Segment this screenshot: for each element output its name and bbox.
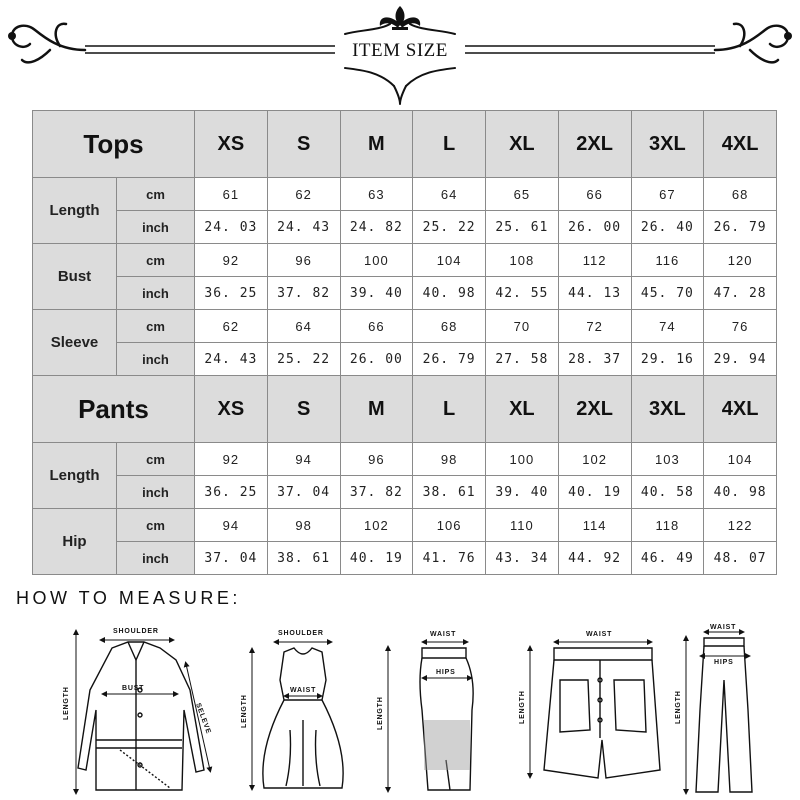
- table-cell: 48. 07: [704, 542, 777, 575]
- table-cell: 43. 34: [486, 542, 559, 575]
- label-bust: BUST: [122, 685, 145, 692]
- table-cell: 40. 58: [631, 476, 704, 509]
- table-cell: 26. 40: [631, 211, 704, 244]
- table-cell: 65: [486, 178, 559, 211]
- unit-label: cm: [117, 509, 195, 542]
- table-row: [33, 542, 777, 575]
- table-cell: 40. 98: [704, 476, 777, 509]
- measure-label: Length: [33, 178, 117, 244]
- table-row: [33, 476, 777, 509]
- unit-label: cm: [117, 178, 195, 211]
- label-sleeve: SELEVE: [194, 702, 212, 736]
- table-cell: 68: [704, 178, 777, 211]
- unit-label: inch: [117, 476, 195, 509]
- table-cell: 26. 79: [413, 343, 486, 376]
- table-cell: 24. 43: [195, 343, 268, 376]
- measurement-diagrams: [0, 620, 800, 800]
- label-waist: WAIST: [586, 631, 613, 638]
- table-cell: 28. 37: [558, 343, 631, 376]
- tops-title: Tops: [33, 111, 195, 178]
- table-cell: 40. 19: [340, 542, 413, 575]
- label-length: LENGTH: [377, 696, 384, 730]
- table-cell: 25. 22: [413, 211, 486, 244]
- size-header: M: [340, 376, 413, 443]
- unit-label: inch: [117, 277, 195, 310]
- table-cell: 26. 79: [704, 211, 777, 244]
- table-cell: 39. 40: [486, 476, 559, 509]
- size-header: XL: [486, 376, 559, 443]
- label-hips: HIPS: [714, 659, 734, 666]
- table-cell: 68: [413, 310, 486, 343]
- table-cell: 24. 82: [340, 211, 413, 244]
- table-cell: 38. 61: [413, 476, 486, 509]
- table-cell: 102: [340, 509, 413, 542]
- size-header: S: [267, 111, 340, 178]
- size-header: S: [267, 376, 340, 443]
- table-cell: 44. 92: [558, 542, 631, 575]
- size-header: 4XL: [704, 376, 777, 443]
- table-cell: 26. 00: [340, 343, 413, 376]
- item-size-title: ITEM SIZE: [352, 40, 448, 61]
- unit-label: cm: [117, 244, 195, 277]
- table-cell: 74: [631, 310, 704, 343]
- table-cell: 44. 13: [558, 277, 631, 310]
- table-cell: 106: [413, 509, 486, 542]
- table-cell: 24. 03: [195, 211, 268, 244]
- table-row: [33, 244, 777, 277]
- table-cell: 36. 25: [195, 277, 268, 310]
- size-header: 3XL: [631, 111, 704, 178]
- shorts-diagram-icon: [544, 648, 660, 778]
- table-row: [33, 310, 777, 343]
- table-cell: 112: [558, 244, 631, 277]
- pants-title: Pants: [33, 376, 195, 443]
- table-cell: 38. 61: [267, 542, 340, 575]
- table-cell: 66: [558, 178, 631, 211]
- size-header: 4XL: [704, 111, 777, 178]
- table-cell: 63: [340, 178, 413, 211]
- table-cell: 110: [486, 509, 559, 542]
- jacket-diagram-icon: [78, 642, 204, 790]
- measure-label: Sleeve: [33, 310, 117, 376]
- table-cell: 116: [631, 244, 704, 277]
- table-cell: 70: [486, 310, 559, 343]
- tops-header-row: [33, 111, 777, 178]
- table-cell: 72: [558, 310, 631, 343]
- table-cell: 47. 28: [704, 277, 777, 310]
- left-scroll-icon: [12, 24, 85, 63]
- table-cell: 62: [267, 178, 340, 211]
- table-cell: 37. 04: [195, 542, 268, 575]
- table-cell: 108: [486, 244, 559, 277]
- table-cell: 62: [195, 310, 268, 343]
- table-cell: 100: [486, 443, 559, 476]
- table-cell: 96: [267, 244, 340, 277]
- label-shoulder: SHOULDER: [113, 628, 159, 635]
- table-cell: 64: [413, 178, 486, 211]
- dress-diagram-icon: [263, 648, 343, 788]
- table-cell: 104: [413, 244, 486, 277]
- label-waist: WAIST: [710, 624, 737, 631]
- table-cell: 96: [340, 443, 413, 476]
- measure-label: Bust: [33, 244, 117, 310]
- table-cell: 36. 25: [195, 476, 268, 509]
- table-cell: 66: [340, 310, 413, 343]
- table-cell: 76: [704, 310, 777, 343]
- table-cell: 120: [704, 244, 777, 277]
- table-cell: 94: [267, 443, 340, 476]
- size-header: 2XL: [558, 376, 631, 443]
- unit-label: inch: [117, 343, 195, 376]
- unit-label: cm: [117, 310, 195, 343]
- label-length: LENGTH: [241, 694, 248, 728]
- size-header: XS: [195, 111, 268, 178]
- table-row: [33, 277, 777, 310]
- table-cell: 64: [267, 310, 340, 343]
- table-cell: 118: [631, 509, 704, 542]
- unit-label: inch: [117, 542, 195, 575]
- label-length: LENGTH: [675, 690, 682, 724]
- size-header: 3XL: [631, 376, 704, 443]
- table-cell: 29. 16: [631, 343, 704, 376]
- size-chart-table: [32, 110, 777, 575]
- table-cell: 24. 43: [267, 211, 340, 244]
- table-cell: 40. 98: [413, 277, 486, 310]
- size-header: L: [413, 376, 486, 443]
- size-header: 2XL: [558, 111, 631, 178]
- label-waist: WAIST: [290, 687, 317, 694]
- table-row: [33, 443, 777, 476]
- how-to-measure-title: HOW TO MEASURE:: [16, 588, 241, 608]
- label-shoulder: SHOULDER: [278, 630, 324, 637]
- size-header: M: [340, 111, 413, 178]
- label-length: LENGTH: [519, 690, 526, 724]
- table-cell: 37. 82: [267, 277, 340, 310]
- table-cell: 40. 19: [558, 476, 631, 509]
- table-cell: 41. 76: [413, 542, 486, 575]
- table-cell: 104: [704, 443, 777, 476]
- table-cell: 25. 61: [486, 211, 559, 244]
- table-cell: 114: [558, 509, 631, 542]
- table-row: [33, 343, 777, 376]
- table-cell: 45. 70: [631, 277, 704, 310]
- right-scroll-icon: [715, 24, 788, 63]
- table-cell: 26. 00: [558, 211, 631, 244]
- table-cell: 100: [340, 244, 413, 277]
- measure-label: Hip: [33, 509, 117, 575]
- table-cell: 39. 40: [340, 277, 413, 310]
- table-cell: 37. 82: [340, 476, 413, 509]
- center-frame-icon: [345, 24, 455, 104]
- table-row: [33, 509, 777, 542]
- pants-header-row: [33, 376, 777, 443]
- table-cell: 42. 55: [486, 277, 559, 310]
- table-cell: 122: [704, 509, 777, 542]
- table-cell: 25. 22: [267, 343, 340, 376]
- table-cell: 98: [413, 443, 486, 476]
- table-row: [33, 211, 777, 244]
- table-cell: 94: [195, 509, 268, 542]
- unit-label: inch: [117, 211, 195, 244]
- table-cell: 46. 49: [631, 542, 704, 575]
- table-cell: 37. 04: [267, 476, 340, 509]
- table-cell: 29. 94: [704, 343, 777, 376]
- header-ornament: [0, 0, 800, 108]
- table-cell: 98: [267, 509, 340, 542]
- label-length: LENGTH: [63, 686, 70, 720]
- table-cell: 61: [195, 178, 268, 211]
- unit-label: cm: [117, 443, 195, 476]
- measure-label: Length: [33, 443, 117, 509]
- label-waist: WAIST: [430, 631, 457, 638]
- size-header: XL: [486, 111, 559, 178]
- table-cell: 27. 58: [486, 343, 559, 376]
- table-cell: 102: [558, 443, 631, 476]
- size-header: XS: [195, 376, 268, 443]
- table-row: [33, 178, 777, 211]
- table-cell: 92: [195, 244, 268, 277]
- table-cell: 92: [195, 443, 268, 476]
- table-cell: 67: [631, 178, 704, 211]
- size-header: L: [413, 111, 486, 178]
- label-hips: HIPS: [436, 669, 456, 676]
- table-cell: 103: [631, 443, 704, 476]
